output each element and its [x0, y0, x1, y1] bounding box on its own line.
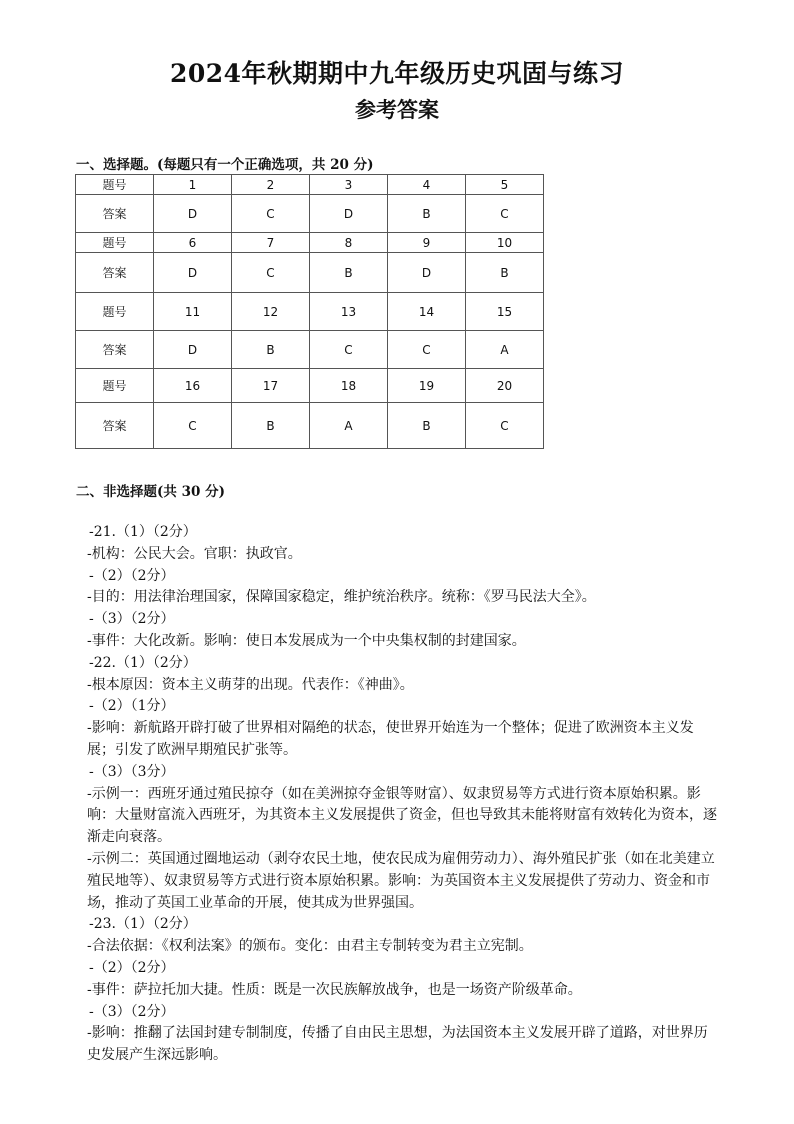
answer-text: -目的：用法律治理国家，保障国家稳定，维护统治秩序。统称：《罗马民法大全》。 — [87, 589, 596, 606]
question-number-cell: 20 — [466, 369, 544, 403]
question-number-cell: 1 — [154, 175, 232, 195]
question-number-cell: 8 — [310, 233, 388, 253]
question-number-cell: 3 — [310, 175, 388, 195]
number-label-cell: 题号 — [76, 233, 154, 253]
question-number-cell: 13 — [310, 293, 388, 331]
answer-cell: C — [466, 403, 544, 449]
answer-cell: B — [466, 253, 544, 293]
answer-text: -事件：萨拉托加大捷。性质：既是一次民族解放战争，也是一场资产阶级革命。 — [87, 981, 582, 998]
answer-list — [75, 522, 717, 1067]
question-number-cell: 7 — [232, 233, 310, 253]
question-number-cell: 18 — [310, 369, 388, 403]
question-heading: -（3）（2分） — [89, 611, 175, 628]
page-title: 2024年秋期期中九年级历史巩固与练习 — [169, 59, 625, 88]
section1-heading: 一、选择题。(每题只有一个正确选项，共 20 分) — [76, 157, 374, 173]
answer-cell: B — [388, 403, 466, 449]
question-number-cell: 10 — [466, 233, 544, 253]
answer-text: -事件：大化改新。影响：使日本发展成为一个中央集权制的封建国家。 — [87, 632, 526, 649]
page-subtitle: 参考答案 — [355, 97, 439, 122]
answer-label-cell: 答案 — [76, 253, 154, 293]
answer-cell: C — [154, 403, 232, 449]
answer-cell: D — [388, 253, 466, 293]
answer-label-cell: 答案 — [76, 403, 154, 449]
question-number-cell: 6 — [154, 233, 232, 253]
answer-text: -示例一：西班牙通过殖民掠夺（如在美洲掠夺金银等财富）、奴隶贸易等方式进行资本原始积累。影响：大量财富流入西班牙，为其资本主义发展提供了资金，但也导致其未能将财富有效转化为资本，逐渐走向衰落。 — [87, 785, 717, 846]
answer-row — [76, 331, 544, 369]
question-number-cell: 17 — [232, 369, 310, 403]
number-row — [76, 175, 544, 195]
answer-text: -示例二：英国通过圈地运动（剥夺农民土地，使农民成为雇佣劳动力）、海外殖民扩张（如在北美建立殖民地等）、奴隶贸易等方式进行资本原始积累。影响：为英国资本主义发展提供了劳动力、资金和市场，推动了英国工业革命的开展，使其成为世界强国。 — [87, 850, 715, 911]
answer-cell: B — [232, 331, 310, 369]
answer-cell: D — [154, 331, 232, 369]
answer-cell: B — [310, 253, 388, 293]
answer-row — [76, 253, 544, 293]
answer-cell: D — [154, 253, 232, 293]
question-number-cell: 5 — [466, 175, 544, 195]
number-row — [76, 293, 544, 331]
question-number-cell: 16 — [154, 369, 232, 403]
question-heading: -（2）（1分） — [89, 698, 175, 715]
answer-text: -根本原因：资本主义萌芽的出现。代表作：《神曲》。 — [87, 676, 414, 693]
number-label-cell: 题号 — [76, 369, 154, 403]
question-number-cell: 4 — [388, 175, 466, 195]
question-heading: -22.（1）（2分） — [89, 654, 197, 671]
answer-table — [75, 174, 544, 449]
answer-cell: B — [388, 195, 466, 233]
question-heading: -（2）（2分） — [89, 567, 175, 584]
question-number-cell: 14 — [388, 293, 466, 331]
question-number-cell: 12 — [232, 293, 310, 331]
number-label-cell: 题号 — [76, 175, 154, 195]
answer-text: -机构：公民大会。官职：执政官。 — [87, 545, 302, 562]
number-row — [76, 369, 544, 403]
answer-cell: A — [466, 331, 544, 369]
question-number-cell: 19 — [388, 369, 466, 403]
answer-label-cell: 答案 — [76, 195, 154, 233]
answer-cell: B — [232, 403, 310, 449]
question-heading: -（2）（2分） — [89, 959, 175, 976]
answer-row — [76, 403, 544, 449]
answer-label-cell: 答案 — [76, 331, 154, 369]
answer-row — [76, 195, 544, 233]
question-number-cell: 9 — [388, 233, 466, 253]
question-heading: -（3）（2分） — [89, 1003, 175, 1020]
answer-cell: D — [154, 195, 232, 233]
number-row — [76, 233, 544, 253]
answer-cell: C — [388, 331, 466, 369]
question-number-cell: 2 — [232, 175, 310, 195]
question-number-cell: 11 — [154, 293, 232, 331]
question-heading: -23.（1）（2分） — [89, 916, 197, 933]
answer-cell: C — [466, 195, 544, 233]
answer-cell: A — [310, 403, 388, 449]
section2-heading: 二、非选择题(共 30 分) — [76, 484, 225, 500]
question-heading: -21.（1）（2分） — [89, 524, 197, 540]
question-number-cell: 15 — [466, 293, 544, 331]
answer-cell: C — [310, 331, 388, 369]
answer-text: -影响：推翻了法国封建专制制度，传播了自由民主思想，为法国资本主义发展开辟了道路，对世界历史发展产生深远影响。 — [87, 1025, 708, 1064]
answer-cell: C — [232, 195, 310, 233]
number-label-cell: 题号 — [76, 293, 154, 331]
answer-cell: C — [232, 253, 310, 293]
answer-cell: D — [310, 195, 388, 233]
answer-text: -合法依据：《权利法案》的颁布。变化：由君主专制转变为君主立宪制。 — [87, 938, 533, 955]
answer-text: -影响：新航路开辟打破了世界相对隔绝的状态，使世界开始连为一个整体；促进了欧洲资本主义发展；引发了欧洲早期殖民扩张等。 — [87, 720, 694, 758]
question-heading: -（3）（3分） — [89, 763, 175, 780]
